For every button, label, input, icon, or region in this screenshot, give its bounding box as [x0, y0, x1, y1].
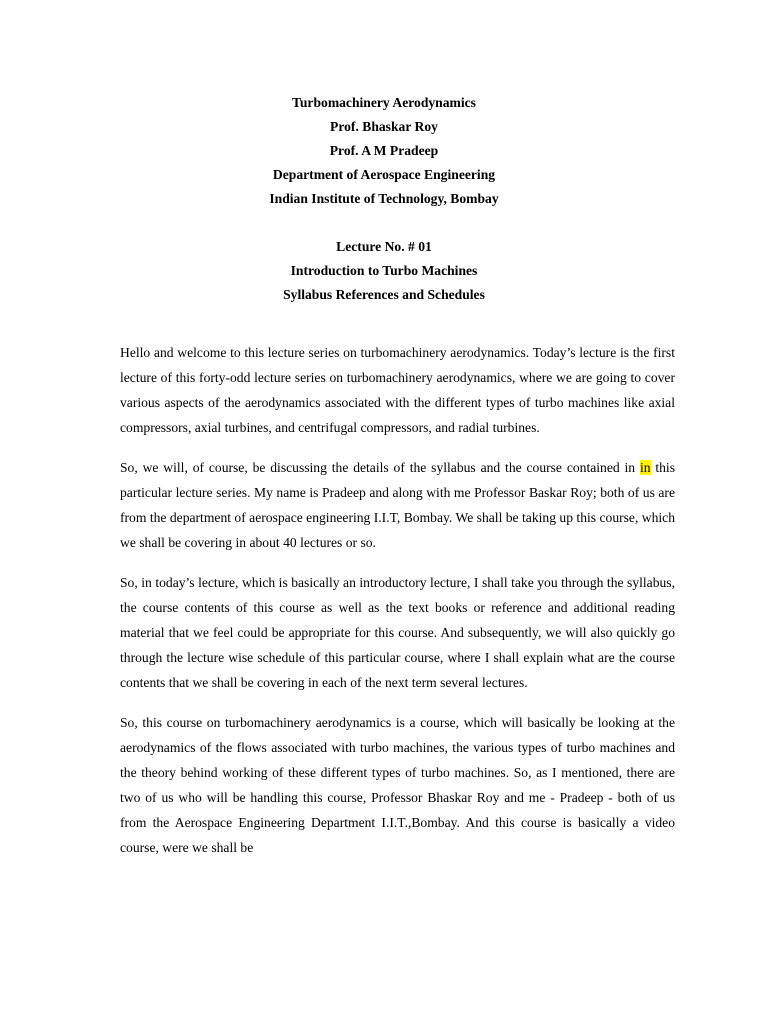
professor-name-2: Prof. A M Pradeep [329, 143, 439, 158]
paragraph-4: So, this course on turbomachinery aerodynamics is a course, which will basically be looking at the aerodynamics of the flows associated with turbo machines, the various types of turbo machines and the theory behind working of these different types of turbo machines. So, as I mentioned, there are two of us who will be handling this course, Professor Bhaskar Roy and me - Pradeep - both of us from the Aerospace Engineering Department I.I.T.,Bombay. And this course is basically a video course, were we shall be [120, 715, 675, 855]
paragraph-2-text-start: So, we will, of course, be discussing the details of the syllabus and the course contained in [120, 460, 640, 475]
title-block [0, 91, 768, 211]
course-title: Turbomachinery Aerodynamics [292, 95, 476, 110]
body-text [120, 340, 675, 875]
department-name: Department of Aerospace Engineering [272, 167, 496, 182]
professor-name-1: Prof. Bhaskar Roy [330, 119, 438, 134]
highlighted-word: in [639, 460, 651, 475]
paragraph-1: Hello and welcome to this lecture series on turbomachinery aerodynamics. Today’s lecture is the first lecture of this forty-odd lecture series on turbomachinery aerodynamics, where we are going to cover various aspects of the aerodynamics associated with the different types of turbo machines like axial compressors, axial turbines, and centrifugal compressors, and radial turbines. [120, 345, 675, 435]
lecture-number: Lecture No. # 01 [336, 239, 432, 254]
lecture-subtitle: Syllabus References and Schedules [283, 287, 485, 302]
paragraph-2 [120, 455, 675, 555]
lecture-heading-block [0, 235, 768, 307]
institute-name: Indian Institute of Technology, Bombay [269, 191, 499, 206]
lecture-title: Introduction to Turbo Machines [290, 263, 478, 278]
paragraph-3: So, in today’s lecture, which is basically an introductory lecture, I shall take you through the syllabus, the course contents of this course as well as the text books or reference and additional reading material that we feel could be appropriate for this course. And subsequently, we will also quickly go through the lecture wise schedule of this particular course, where I shall explain what are the course contents that we shall be covering in each of the next term several lectures. [120, 575, 675, 690]
paragraph-2-text-end: this particular lecture series. My name is Pradeep and along with me Professor Baskar Roy; both of us are from the department of aerospace engineering I.I.T, Bombay. We shall be taking up this course, which we shall be covering in about 40 lectures or so. [120, 460, 676, 550]
